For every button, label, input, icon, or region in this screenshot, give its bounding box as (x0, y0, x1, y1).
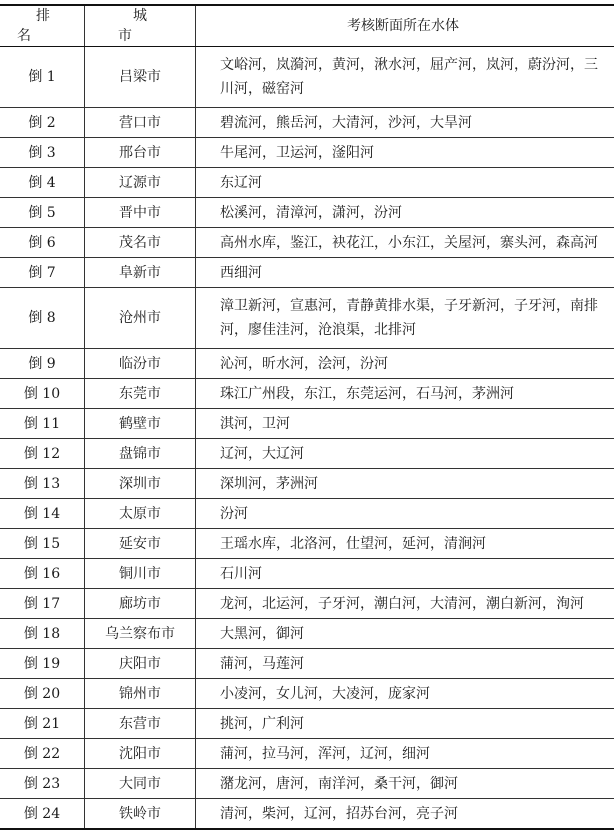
city-cell: 太原市 (85, 499, 196, 529)
water-body-cell: 松溪河，清漳河，潇河，汾河 (196, 198, 614, 228)
water-body-cell: 辽河，大辽河 (196, 439, 614, 469)
table-row (0, 499, 614, 529)
rank-cell: 倒 4 (0, 168, 85, 198)
water-body-cell: 文峪河，岚漪河，黄河，湫水河，屈产河，岚河，蔚汾河，三川河，磁窑河 (196, 47, 614, 108)
city-cell: 乌兰察布市 (85, 619, 196, 649)
water-body-cell: 蒲河，马莲河 (196, 649, 614, 679)
table-row (0, 379, 614, 409)
city-cell: 铁岭市 (85, 799, 196, 830)
rank-cell: 倒 17 (0, 589, 85, 619)
water-body-column-header: 考核断面所在水体 (196, 5, 614, 47)
table-row (0, 228, 614, 258)
rank-cell: 倒 1 (0, 47, 85, 108)
table-row (0, 288, 614, 349)
table-row (0, 529, 614, 559)
city-cell: 廊坊市 (85, 589, 196, 619)
city-cell: 庆阳市 (85, 649, 196, 679)
city-cell: 沈阳市 (85, 739, 196, 769)
rank-cell: 倒 18 (0, 619, 85, 649)
water-body-cell: 清河，柴河，辽河，招苏台河，亮子河 (196, 799, 614, 830)
rank-cell: 倒 6 (0, 228, 85, 258)
rank-cell: 倒 14 (0, 499, 85, 529)
rank-cell: 倒 20 (0, 679, 85, 709)
water-body-cell: 漳卫新河，宣惠河，青静黄排水渠，子牙新河，子牙河，南排河，廖佳洼河，沧浪渠，北排河 (196, 288, 614, 349)
water-body-cell: 高州水库，鉴江，袂花江，小东江，关屋河，寨头河，森高河 (196, 228, 614, 258)
table-row (0, 47, 614, 108)
table-row (0, 108, 614, 138)
table-row (0, 589, 614, 619)
table-row (0, 168, 614, 198)
rank-cell: 倒 12 (0, 439, 85, 469)
water-body-cell: 珠江广州段，东江，东莞运河，石马河，茅洲河 (196, 379, 614, 409)
rank-cell: 倒 21 (0, 709, 85, 739)
water-body-cell: 东辽河 (196, 168, 614, 198)
rank-cell: 倒 2 (0, 108, 85, 138)
water-body-cell: 龙河，北运河，子牙河，潮白河，大清河，潮白新河，洵河 (196, 589, 614, 619)
water-body-cell: 大黑河，御河 (196, 619, 614, 649)
city-cell: 延安市 (85, 529, 196, 559)
city-cell: 辽源市 (85, 168, 196, 198)
city-cell: 东莞市 (85, 379, 196, 409)
table-row (0, 679, 614, 709)
city-cell: 临汾市 (85, 349, 196, 379)
table-row (0, 439, 614, 469)
city-cell: 鹤壁市 (85, 409, 196, 439)
table-row (0, 469, 614, 499)
water-body-cell: 小凌河，女儿河，大凌河，庞家河 (196, 679, 614, 709)
water-body-cell: 汾河 (196, 499, 614, 529)
city-cell: 沧州市 (85, 288, 196, 349)
rank-cell: 倒 15 (0, 529, 85, 559)
water-body-cell: 碧流河，熊岳河，大清河，沙河，大旱河 (196, 108, 614, 138)
table-row (0, 799, 614, 830)
rank-cell: 倒 7 (0, 258, 85, 288)
rank-cell: 倒 3 (0, 138, 85, 168)
rank-cell: 倒 8 (0, 288, 85, 349)
water-body-cell: 蒲河，拉马河，浑河，辽河，细河 (196, 739, 614, 769)
rank-cell: 倒 22 (0, 739, 85, 769)
rank-cell: 倒 13 (0, 469, 85, 499)
water-body-cell: 深圳河，茅洲河 (196, 469, 614, 499)
city-cell: 茂名市 (85, 228, 196, 258)
table-header-row (0, 5, 614, 47)
rank-column-header: 排名 (0, 5, 85, 47)
rank-cell: 倒 10 (0, 379, 85, 409)
rank-cell: 倒 11 (0, 409, 85, 439)
rank-cell: 倒 5 (0, 198, 85, 228)
city-cell: 东营市 (85, 709, 196, 739)
city-cell: 营口市 (85, 108, 196, 138)
table-row (0, 709, 614, 739)
water-body-cell: 挑河，广利河 (196, 709, 614, 739)
rank-cell: 倒 9 (0, 349, 85, 379)
rank-cell: 倒 16 (0, 559, 85, 589)
water-body-cell: 西细河 (196, 258, 614, 288)
table-row (0, 138, 614, 168)
water-body-cell: 沁河，昕水河，浍河，汾河 (196, 349, 614, 379)
table-row (0, 619, 614, 649)
city-cell: 阜新市 (85, 258, 196, 288)
city-cell: 大同市 (85, 769, 196, 799)
table-row (0, 649, 614, 679)
table-row (0, 198, 614, 228)
city-cell: 晋中市 (85, 198, 196, 228)
water-body-cell: 潴龙河，唐河，南洋河，桑干河，御河 (196, 769, 614, 799)
city-column-header: 城市 (85, 5, 196, 47)
city-cell: 盘锦市 (85, 439, 196, 469)
water-body-cell: 王瑶水库，北洛河，仕望河，延河，清涧河 (196, 529, 614, 559)
table-body (0, 47, 614, 830)
city-cell: 铜川市 (85, 559, 196, 589)
city-cell: 锦州市 (85, 679, 196, 709)
city-cell: 吕梁市 (85, 47, 196, 108)
rank-cell: 倒 23 (0, 769, 85, 799)
table-row (0, 739, 614, 769)
city-cell: 邢台市 (85, 138, 196, 168)
water-body-cell: 石川河 (196, 559, 614, 589)
water-quality-ranking-table (0, 4, 614, 830)
rank-cell: 倒 19 (0, 649, 85, 679)
table-row (0, 409, 614, 439)
table-row (0, 349, 614, 379)
table-row (0, 258, 614, 288)
city-cell: 深圳市 (85, 469, 196, 499)
water-body-cell: 淇河，卫河 (196, 409, 614, 439)
table-row (0, 559, 614, 589)
water-body-cell: 牛尾河，卫运河，滏阳河 (196, 138, 614, 168)
rank-cell: 倒 24 (0, 799, 85, 830)
